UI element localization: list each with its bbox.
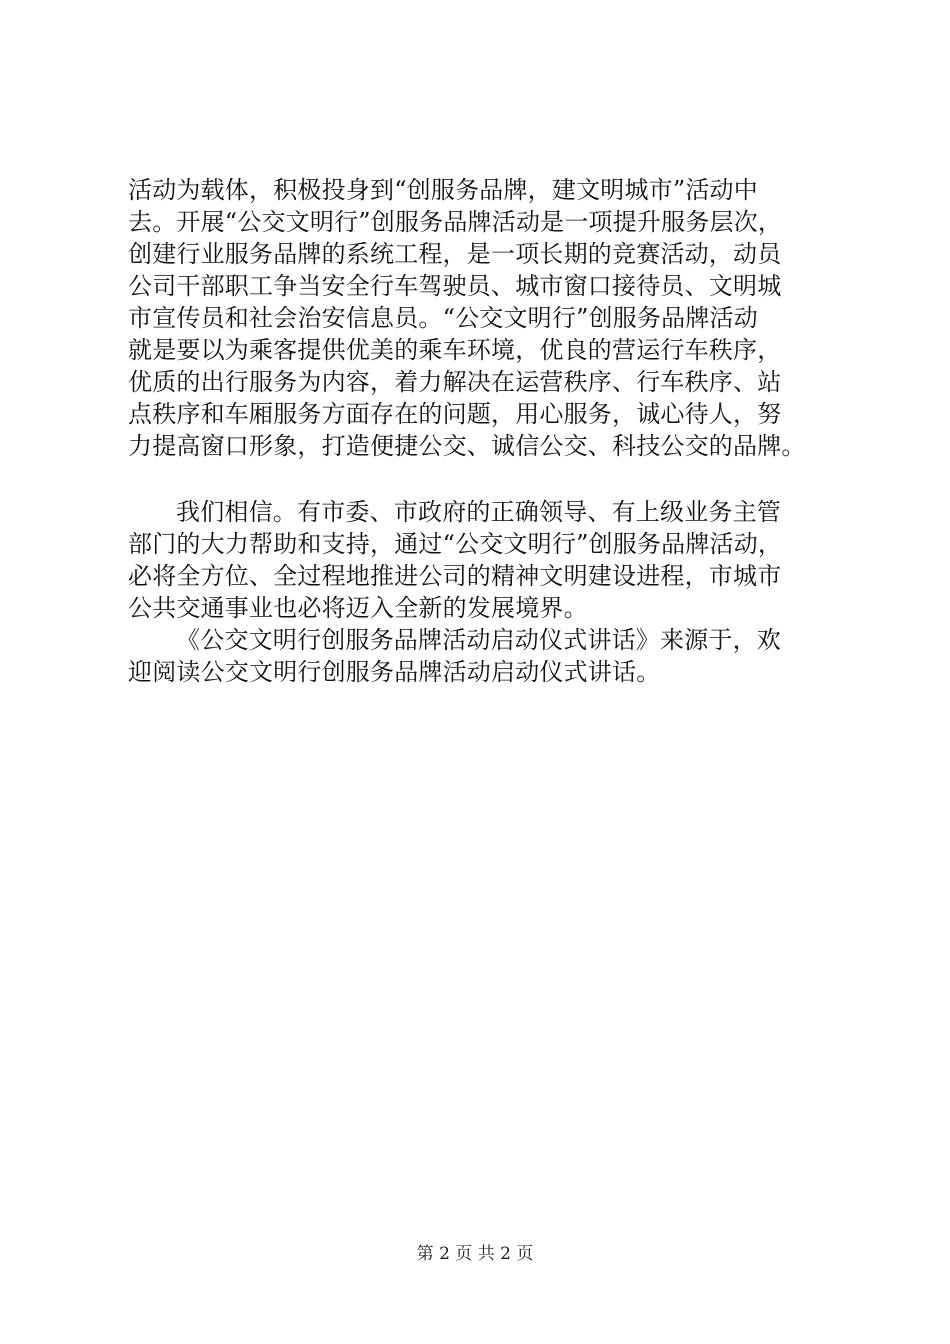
paragraph-spacer [128,462,828,496]
paragraph-1 [128,174,828,462]
document-body [128,174,828,688]
paragraph-line: 公共交通事业也必将迈入全新的发展境界。 [128,594,588,622]
paragraph-3 [128,624,828,688]
paragraph-line: 部门的大力帮助和支持，通过“公交文明行”创服务品牌活动， [128,530,783,558]
paragraph-line: 《公交文明行创服务品牌活动启动仪式讲话》来源于，欢 [176,626,781,654]
paragraph-line: 点秩序和车厢服务方面存在的问题，用心服务，诚心待人，努 [128,400,782,428]
paragraph-line: 我们相信。有市委、市政府的正确领导、有上级业务主管 [176,498,781,526]
paragraph-line: 就是要以为乘客提供优美的乘车环境，优良的营运行车秩序， [128,336,782,364]
paragraph-line: 优质的出行服务为内容，着力解决在运营秩序、行车秩序、站 [128,368,782,396]
paragraph-line: 去。开展“公交文明行”创服务品牌活动是一项提升服务层次， [128,208,783,236]
paragraph-line: 活动为载体，积极投身到“创服务品牌，建文明城市”活动中 [128,176,758,204]
paragraph-line: 创建行业服务品牌的系统工程，是一项长期的竞赛活动，动员 [128,240,782,268]
paragraph-line: 必将全方位、全过程地推进公司的精神文明建设进程，市城市 [128,562,782,590]
paragraph-line: 力提高窗口形象，打造便捷公交、诚信公交、科技公交的品牌。 [128,432,806,460]
paragraph-line: 迎阅读公交文明行创服务品牌活动启动仪式讲话。 [128,658,661,686]
paragraph-2 [128,496,828,624]
paragraph-line: 市宣传员和社会治安信息员。“公交文明行”创服务品牌活动 [128,304,758,332]
page-number-footer: 第 2 页 共 2 页 [416,1244,534,1264]
paragraph-line: 公司干部职工争当安全行车驾驶员、城市窗口接待员、文明城 [128,272,782,300]
